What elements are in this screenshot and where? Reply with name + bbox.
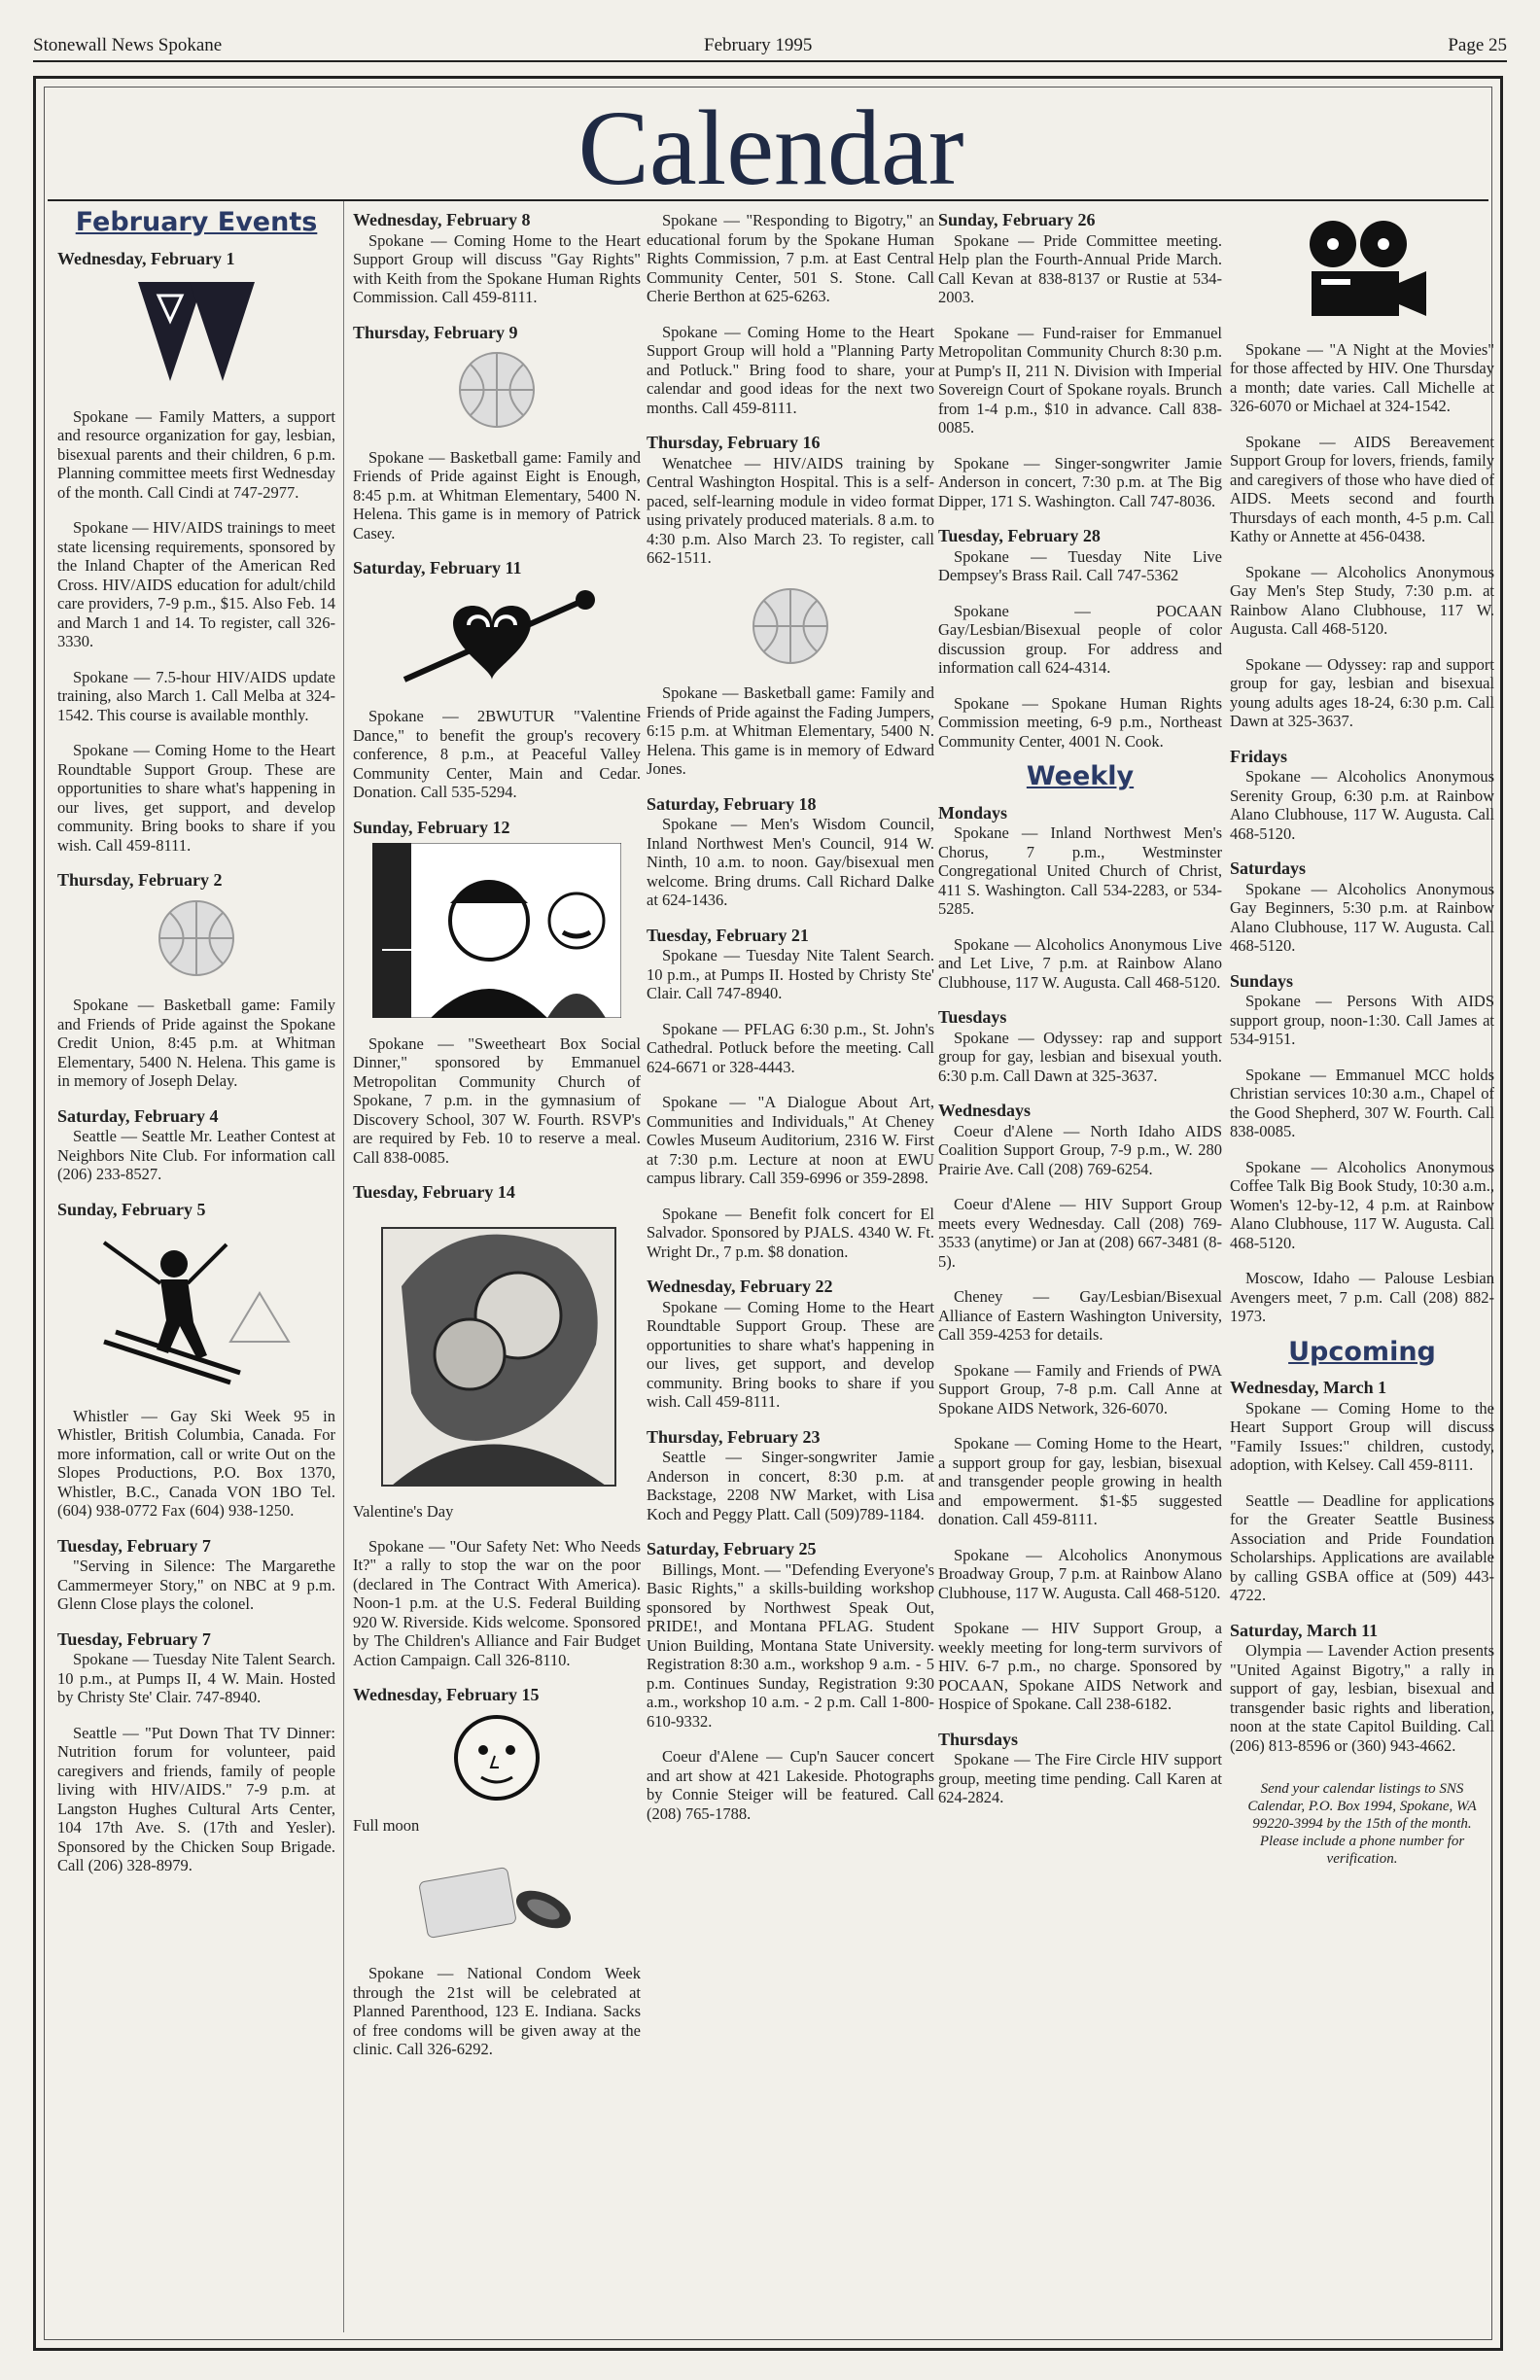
date-heading: Tuesday, February 28 (938, 526, 1101, 545)
page-title: Calendar (578, 88, 964, 207)
full-moon-icon (450, 1711, 543, 1809)
event-listing: Spokane — Coming Home to the Heart Roundtable Support Group. These are opportunities to share what's happening in our lives, get support, and develop community. Bring books to share if you wish. Call 459-8111. (57, 741, 335, 855)
event-listing: Spokane — PFLAG 6:30 p.m., St. John's Cathedral. Potluck before the meeting. Call 624-6671 or 328-4443. (647, 1019, 934, 1076)
event-listing: Cheney — Gay/Lesbian/Bisexual Alliance of Eastern Washington University, Call 359-4253 for details. (938, 1287, 1222, 1344)
column-1 (57, 207, 335, 1892)
event-listing: Seattle — Singer-songwriter Jamie Anderson in concert, 8:30 p.m. at Backstage, 2208 NW Market, with Lisa Koch and Peggy Platt. Call (509)789-1184. (647, 1448, 934, 1523)
date-heading: Wednesday, February 8 (353, 210, 531, 229)
event-listing: Spokane — 7.5-hour HIV/AIDS update training, also March 1. Call Melba at 324-1542. This course is available monthly. (57, 667, 335, 724)
event-listing: Spokane — Alcoholics Anonymous Coffee Talk Big Book Study, 10:30 a.m., Women's 12-by-12, 4 p.m. at Rainbow Alano Clubhouse, 117 W. Augusta. Call 468-5120. (1230, 1157, 1494, 1252)
event-listing: Spokane — Alcoholics Anonymous Broadway Group, 7 p.m. at Rainbow Alano Clubhouse, 117 W. Augusta. Call 468-5120. (938, 1545, 1222, 1602)
date-heading: Saturday, February 4 (57, 1105, 219, 1126)
event-listing: Spokane — Pride Committee meeting. Help plan the Fourth-Annual Pride March. Call Kevan at 838-8137 or Rustie at 534-2003. (938, 230, 1222, 306)
event-listing: Spokane — "A Night at the Movies" for those affected by HIV. One Thursday a month; date varies. Call Michelle at 326-6070 or Michael at 324-1542. (1230, 339, 1494, 415)
event-listing: Olympia — Lavender Action presents "United Against Bigotry," a rally in support of gay, lesbian, bisexual and transgender basic rights and liberation, noon at the state Capitol Building. Call (206) 813-8596 or (360) 943-4662. (1230, 1641, 1494, 1755)
event-listing: Wenatchee — HIV/AIDS training by Central Washington Hospital. This is a self-paced, self-learning module in video format using privately produced materials. 8 a.m. to 4:30 p.m. Also March 23. To register, call 662-1511. (647, 453, 934, 567)
date-heading: Tuesday, February 14 (353, 1182, 515, 1202)
date-heading: Saturdays (1230, 858, 1307, 878)
event-listing: Spokane — POCAAN Gay/Lesbian/Bisexual people of color discussion group. For address and information call 624-4314. (938, 601, 1222, 677)
column-divider (343, 201, 344, 2332)
event-listing: Seattle — Seattle Mr. Leather Contest at Neighbors Nite Club. For information call (206) 233-8527. (57, 1127, 335, 1183)
date-heading: Thursday, February 16 (647, 433, 821, 452)
title-rule (48, 199, 1488, 201)
event-listing: Spokane — "Sweetheart Box Social Dinner," sponsored by Emmanuel Metropolitan Community Church of Spokane, 7 p.m. in the gymnasium of Discovery School, 307 W. Fourth. RSVP's are required by Feb. 10 to reserve a meal. Call 838-0085. (353, 1033, 641, 1167)
event-listing: Moscow, Idaho — Palouse Lesbian Avengers meet, 7 p.m. Call (208) 882-1973. (1230, 1269, 1494, 1325)
basketball-icon (749, 584, 832, 673)
date-heading: Saturday, February 25 (647, 1539, 817, 1558)
date-heading: Sunday, February 5 (57, 1199, 206, 1219)
event-listing: Spokane — Coming Home to the Heart Roundtable Support Group. These are opportunities to share what's happening in our lives, get support, and develop community. Bring books to share if you wish. Call 459-8111. (647, 1297, 934, 1411)
event-listing: "Serving in Silence: The Margarethe Cammermeyer Story," on NBC at 9 p.m. Glenn Close plays the colonel. (57, 1557, 335, 1613)
event-listing: Spokane — Family and Friends of PWA Support Group, 7-8 p.m. Call Anne at Spokane AIDS Network, 326-6070. (938, 1360, 1222, 1418)
date-heading: Mondays (938, 802, 1008, 822)
basketball-icon (455, 348, 539, 437)
event-listing: Seattle — Deadline for applications for the Greater Seattle Business Association and Pride Foundation Scholarships. Applications are available by calling GSBA office at (509) 443-4722. (1230, 1490, 1494, 1604)
column-2 (353, 211, 641, 2076)
running-header (33, 35, 1507, 62)
event-listing: Spokane — "A Dialogue About Art, Communities and Individuals," At Cheney Cowles Museum Auditorium, 2316 W. First at 7:30 p.m. Lecture at noon at EWU campus library. Call 359-6996 or 359-2898. (647, 1093, 934, 1187)
event-listing: Spokane — Benefit folk concert for El Salvador. Sponsored by PJALS. 4340 W. Ft. Wright Dr., 7 p.m. $8 donation. (647, 1204, 934, 1261)
column-5 (1230, 211, 1494, 1868)
illustration-caption: Full moon (353, 1816, 420, 1835)
event-listing: Spokane — HIV Support Group, a weekly meeting for long-term survivors of HIV. 6-7 p.m., no charge. Sponsored by POCAAN, Spokane AIDS Network and Hospice of Spokane. Call 238-6182. (938, 1619, 1222, 1713)
event-listing: Spokane — Tuesday Nite Live Dempsey's Brass Rail. Call 747-5362 (938, 546, 1222, 584)
calendar-frame (33, 76, 1503, 2351)
date-heading: Wednesday, February 22 (647, 1277, 833, 1296)
date-heading: Tuesday, February 21 (647, 925, 809, 945)
event-listing: Seattle — "Put Down That TV Dinner: Nutrition forum for volunteer, paid caregivers and friends, family of people living with HIV/AIDS." 7-9 p.m. at Langston Hughes Cultural Arts Center, 104 17th Ave. S. (17th and Yesler). Sponsored by the Chicken Soup Brigade. Call (206) 328-8979. (57, 1723, 335, 1874)
event-listing: Spokane — 2BWUTUR "Valentine Dance," to benefit the group's recovery conference, 8 p.m., at Peaceful Valley Community Center, Main and Cedar. Donation. Call 535-5294. (353, 707, 641, 801)
skier-icon (85, 1225, 308, 1395)
date-heading: Wednesdays (938, 1101, 1032, 1120)
event-listing: Spokane — Tuesday Nite Talent Search. 10 p.m., at Pumps II. Hosted by Christy Ste' Clair. Call 747-8940. (647, 946, 934, 1002)
submission-note: Send your calendar listings to SNS Calendar, P.O. Box 1994, Spokane, WA 99220-3994 by the 15th of the month. Please include a phone number for verification. (1247, 1781, 1477, 1867)
page-number: Page 25 (1448, 35, 1507, 55)
date-heading: Thursday, February 2 (57, 870, 223, 890)
date-heading: Sundays (1230, 970, 1294, 991)
event-listing: Spokane — Basketball game: Family and Friends of Pride against Eight is Enough, 8:45 p.m. at Whitman Elementary, 5400 N. Helena. This game is in memory of Patrick Casey. (353, 447, 641, 542)
event-listing: Spokane — Coming Home to the Heart Support Group will discuss "Family Issues:" children, custody, adoption, with Kelsey. Call 459-8111. (1230, 1398, 1494, 1474)
event-listing: Spokane — Alcoholics Anonymous Gay Men's Step Study, 7:30 p.m. at Rainbow Alano Clubhouse, 117 W. Augusta. Call 468-5120. (1230, 562, 1494, 638)
date-heading: Sunday, February 12 (353, 817, 510, 837)
event-listing: Spokane — AIDS Bereavement Support Group for lovers, friends, family and caregivers of those who have died of AIDS. Meets second and fourth Thursdays of each month, 4-5 p.m. Call Kathy or Annette at 456-0438. (1230, 432, 1494, 545)
event-listing: Spokane — Alcoholics Anonymous Gay Beginners, 5:30 p.m. at Rainbow Alano Clubhouse, 117 W. Augusta. Call 468-5120. (1230, 879, 1494, 955)
event-listing: Spokane — Spokane Human Rights Commission meeting, 6-9 p.m., Northeast Community Center, 4001 N. Cook. (938, 693, 1222, 751)
event-listing: Spokane — Persons With AIDS support group, noon-1:30. Call James at 534-9151. (1230, 992, 1494, 1048)
event-listing: Spokane — Odyssey: rap and support group for gay, lesbian and bisexual young adults ages 18-24, 6:30 p.m. Call Dawn at 325-3637. (1230, 654, 1494, 730)
event-listing: Spokane — Tuesday Nite Talent Search. 10 p.m., at Pumps II, 4 W. Main. Hosted by Christy Ste' Clair. 747-8940. (57, 1650, 335, 1706)
date-heading: Thursday, February 9 (353, 322, 518, 342)
event-listing: Coeur d'Alene — North Idaho AIDS Coalition Support Group, 7-9 p.m., W. 280 Prairie Ave. Call (208) 769-6254. (938, 1121, 1222, 1178)
section-heading: Weekly (1026, 761, 1135, 791)
date-heading: Thursday, February 23 (647, 1426, 821, 1447)
event-listing: Spokane — Singer-songwriter Jamie Anderson in concert, 7:30 p.m. at The Big Dipper, 171 S. Washington. Call 747-8036. (938, 453, 1222, 510)
condoms-icon (409, 1851, 584, 1953)
date-heading: Saturday, February 11 (353, 558, 522, 578)
event-listing: Spokane — "Our Safety Net: Who Needs It?" a rally to stop the war on the poor (declared in The Contract With America). Noon-1 p.m. at the U.S. Federal Building 920 W. Riverside. Kids welcome. Sponsored by The Children's Alliance and Fair Budget Action Campaign. Call 326-8110. (353, 1536, 641, 1669)
event-listing: Spokane — Fund-raiser for Emmanuel Metropolitan Community Church 8:30 p.m. at Pump's II, 211 N. Division with Imperial Sovereign Court of Spokane royals. Brunch from 1-4 p.m., $10 in advance. Call 838-0085. (938, 323, 1222, 437)
publication-name: Stonewall News Spokane (33, 35, 223, 55)
event-listing: Spokane — "Responding to Bigotry," an educational forum by the Spokane Human Rights Commission, 7 p.m. at East Central Community Center, 501 S. Stone. Call Cherie Berthon at 625-6263. (647, 211, 934, 305)
event-listing: Spokane — Basketball game: Family and Friends of Pride against the Fading Jumpers, 6:15 p.m. at Whitman Elementary, 5400 N. Helena. This game is in memory of Edward Jones. (647, 683, 934, 778)
movie-camera-icon (1294, 217, 1430, 329)
event-listing: Spokane — Coming Home to the Heart Support Group will discuss "Gay Rights" with Keith from the Spokane Human Rights Commission. Call 459-8111. (353, 230, 641, 306)
date-heading: Wednesday, February 15 (353, 1685, 540, 1704)
event-listing: Whistler — Gay Ski Week 95 in Whistler, British Columbia, Canada. For more information, call or write Out on the Slopes Productions, P.O. Box 1370, Whistler, B.C., Canada VON 1BO Tel. (604) 938-0772 Fax (604) 938-1250. (57, 1406, 335, 1520)
date-heading: Thursdays (938, 1729, 1019, 1749)
event-listing: Spokane — Emmanuel MCC holds Christian services 10:30 a.m., Chapel of the Good Shepherd, 307 W. Fourth. Call 838-0085. (1230, 1065, 1494, 1140)
date-heading: Saturday, February 18 (647, 793, 817, 814)
event-listing: Coeur d'Alene — Cup'n Saucer concert and art show at 421 Lakeside. Photographs by Connie Steiger will be featured. Call (208) 765-1788. (647, 1747, 934, 1823)
event-listing: Spokane — National Condom Week through the 21st will be celebrated at Planned Parenthood, 123 E. Indiana. Sacks of free condoms will be given away at the clinic. Call 326-6292. (353, 1964, 641, 2058)
event-listing: Spokane — Coming Home to the Heart, a support group for gay, lesbian, bisexual and transgender people growing in health and empowerment. $1-$5 suggested donation. Call 459-8111. (938, 1434, 1222, 1528)
basketball-icon (155, 896, 238, 985)
event-listing: Spokane — Basketball game: Family and Friends of Pride against the Spokane Credit Union, 8:45 p.m. at Whitman Elementary, 5400 N. Helena. This game is in memory of Joseph Delay. (57, 996, 335, 1090)
date-heading: Tuesdays (938, 1007, 1007, 1027)
hearts-pin-icon (395, 584, 599, 696)
date-heading: Sunday, February 26 (938, 210, 1096, 229)
event-listing: Spokane — Alcoholics Anonymous Live and Let Live, 7 p.m. at Rainbow Alano Clubhouse, 117 W. Augusta. Call 468-5120. (938, 934, 1222, 992)
event-listing: Spokane — Inland Northwest Men's Chorus, 7 p.m., Westminster Congregational United Church of Christ, 411 S. Washington. Call 534-2283, or 534-5285. (938, 823, 1222, 918)
date-heading: Wednesday, March 1 (1230, 1378, 1387, 1397)
event-listing: Spokane — Alcoholics Anonymous Serenity Group, 6:30 p.m. at Rainbow Alano Clubhouse, 117 W. Augusta. Call 468-5120. (1230, 767, 1494, 843)
event-listing: Spokane — Odyssey: rap and support group for gay, lesbian and bisexual youth. 6:30 p.m. Call Dawn at 325-3637. (938, 1028, 1222, 1085)
valentine-couple-illustration (372, 1208, 621, 1495)
date-heading: Saturday, March 11 (1230, 1620, 1379, 1640)
section-heading: Upcoming (1288, 1336, 1436, 1367)
event-listing: Spokane — The Fire Circle HIV support group, meeting time pending. Call Karen at 624-2824. (938, 1750, 1222, 1806)
event-listing: Spokane — HIV/AIDS trainings to meet state licensing requirements, sponsored by the Inland Chapter of the American Red Cross. HIV/AIDS education for adult/child care providers, 7-9 p.m., $15. Also Feb. 14 and March 1 and 14. To register, call 326-3330. (57, 518, 335, 650)
column-4 (938, 211, 1222, 1824)
date-heading: Tuesday, February 7 (57, 1628, 211, 1649)
event-listing: Spokane — Family Matters, a support and resource organization for gay, lesbian, bisexual parents and their children, 6 p.m. Planning committee meets first Wednesday of the month. Call Cindi at 747-2977. (57, 406, 335, 502)
date-heading: Wednesday, February 1 (57, 248, 235, 268)
illustration-caption: Valentine's Day (353, 1502, 454, 1521)
date-heading: Fridays (1230, 746, 1288, 766)
event-listing: Billings, Mont. — "Defending Everyone's Basic Rights," a skills-building workshop sponsored by Northwest Speak Out, PRIDE!, and Montana PFLAG. Student Union Building, Montana State University. Registration 8:30 a.m., workshop 9 a.m. - 5 p.m. Continues Sunday, Registration 9:30 a.m., workshop 10 a.m. - 2 p.m. Call 1-800-610-9332. (647, 1559, 934, 1731)
issue-date: February 1995 (704, 35, 813, 55)
section-heading: February Events (75, 207, 318, 237)
triangles-logo-icon (133, 274, 260, 396)
column-3 (647, 211, 934, 1839)
event-listing: Spokane — Men's Wisdom Council, Inland Northwest Men's Council, 914 W. Ninth, 10 a.m. to noon. Gay/bisexual men welcome. Bring drums. Call Richard Dalke at 624-1436. (647, 815, 934, 909)
date-heading: Tuesday, February 7 (57, 1535, 211, 1556)
dinner-men-illustration (372, 843, 621, 1023)
event-listing: Coeur d'Alene — HIV Support Group meets every Wednesday. Call (208) 769-3533 (anytime) or Jan at (208) 667-3481 (8-5). (938, 1195, 1222, 1271)
event-listing: Spokane — Coming Home to the Heart Support Group will hold a "Planning Party and Potluck." Bring food to share, your calendar and good ideas for the next two months. Call 459-8111. (647, 322, 934, 417)
